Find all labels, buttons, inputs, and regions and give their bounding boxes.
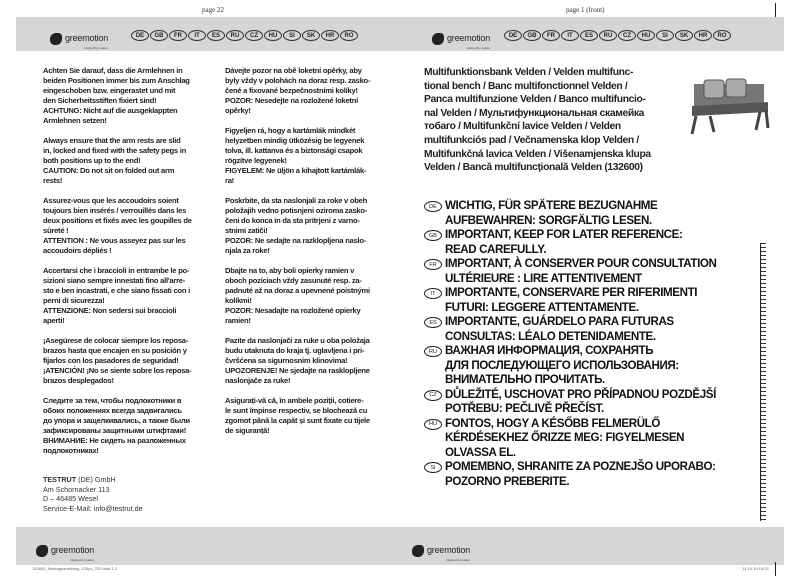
footer-date: 14.10.19 16:02 (742, 566, 769, 571)
language-badge: GB (424, 230, 442, 241)
important-notice-text: FONTOS, HOGY A KÉSŐBB FELMERÜLŐ KÉRDÉSEKHEZ ŐRIZZE MEG: FIGYELMESEN OLVASSA EL. (445, 416, 685, 459)
important-notice-text: DŮLEŽITÉ, USCHOVAT PRO PŘÍPADNOU POZDĚJŠÍ POTŘEBU: PEČLIVĚ PŘEČÍST. (445, 387, 716, 415)
language-badge: CZ (245, 30, 263, 41)
language-badge: SI (424, 462, 442, 473)
language-badge: FR (542, 30, 560, 41)
leaf-logo-icon (412, 545, 424, 557)
bench-image (690, 76, 770, 136)
instruction-paragraph: Achten Sie darauf, dass die Armlehnen in beiden Positionen immer bis zum Anschlag eingeschoben bzw. eingerastet und mit den Sicherheitsstiften fixiert sind! ACHTUNG: Nicht auf die ausgeklappten Armlehnen setzen! (43, 66, 190, 125)
important-notice (424, 315, 759, 344)
instruction-paragraph: Dávejte pozor na obě loketní opěrky, aby byly vždy v polohách na doraz resp. zasko- čené a fixované bezpečnostními kolíky! POZOR: Nesedejte na rozložené loketní opěrky! (225, 66, 371, 115)
crop-mark (775, 562, 776, 576)
language-badge: SK (302, 30, 320, 41)
language-badge: DE (131, 30, 149, 41)
language-badge: GB (523, 30, 541, 41)
important-notice (424, 286, 759, 315)
important-notice (424, 199, 759, 228)
crop-mark (775, 3, 776, 17)
instruction-paragraph: Poskrbite, da sta naslonjali za roke v obeh položajih vedno potisnjeni oziroma zasko- čeni do konca in da sta pritrjeni z varno- stnimi zatiči! POZOR: Ne sedajte na razklopljena naslo- njala za roke! (225, 196, 368, 255)
language-badge: GB (150, 30, 168, 41)
language-badge: RO (713, 30, 731, 41)
important-notice (424, 344, 759, 388)
important-notice-text: IMPORTANTE, CONSERVARE PER RIFERIMENTI FUTURI: LEGGERE ATTENTAMENTE. (445, 286, 698, 314)
language-badge: IT (188, 30, 206, 41)
instruction-paragraph: Always ensure that the arm rests are slid in, locked and fixed with the safety pegs in both positions up to the end! CAUTION: Do not sit on folded out arm rests! (43, 136, 187, 185)
language-badge: SI (283, 30, 301, 41)
language-badge: ES (424, 317, 442, 328)
language-badge: HU (424, 419, 442, 430)
important-notice-text: WICHTIG, FÜR SPÄTERE BEZUGNAHME AUFBEWAHREN: SORGFÄLTIG LESEN. (445, 199, 658, 227)
language-badges-right (504, 30, 731, 41)
brand-logo-footer-left (36, 540, 94, 562)
page-label-right: page 1 (front) (566, 6, 605, 14)
language-badge: RO (340, 30, 358, 41)
instructions-column-2 (225, 66, 370, 446)
color-ruler (760, 243, 774, 521)
language-badge: IT (424, 288, 442, 299)
manufacturer-address (43, 475, 143, 513)
footer-band (16, 527, 784, 565)
footer-filename: 132600_Montageanleitung_120px_22S.indd 1-2 (32, 566, 118, 571)
important-notice-text: ВАЖНАЯ ИНФОРМАЦИЯ, СОХРАНЯТЬ ДЛЯ ПОСЛЕДУЮЩЕГО ИСПОЛЬЗОВАНИЯ: ВНИМАТЕЛЬНО ПРОЧИТАТЬ. (445, 344, 679, 386)
brand-logo-footer-right (412, 540, 470, 562)
language-badge: SK (675, 30, 693, 41)
language-badge: IT (561, 30, 579, 41)
instruction-paragraph: Accertarsi che i braccioli in entrambe le po- sizioni siano sempre innestati fino all'arre- sto e ben incastrati, e che siano fissati con i perni di sicurezza! ATTENZIONE: Non sedersi sui braccioli aperti! (43, 266, 190, 325)
language-badge: HU (264, 30, 282, 41)
address-city: D – 46485 Wesel (43, 494, 99, 503)
brand-sub: inspired by nature (84, 46, 109, 50)
language-badge: HU (637, 30, 655, 41)
page-label-left: page 22 (202, 6, 224, 14)
important-notice-text: IMPORTANT, À CONSERVER POUR CONSULTATION ULTÉRIEURE : LIRE ATTENTIVEMENT (445, 257, 717, 285)
brand-name: greemotion (51, 545, 95, 555)
brand-name: greemotion (447, 33, 491, 43)
important-notice (424, 228, 759, 257)
address-street: Am Schornacker 113 (43, 484, 110, 494)
leaf-logo-icon (50, 33, 62, 45)
important-notice-text: IMPORTANTE, GUÁRDELO PARA FUTURAS CONSULTAS: LÉALO DETENIDAMENTE. (445, 315, 674, 343)
brand-sub: inspired by nature (446, 558, 471, 562)
important-notice (424, 257, 759, 286)
language-badge: HR (694, 30, 712, 41)
instruction-paragraph: Asigurați-vă că, în ambele poziții, cotiere- le sunt împinse respectiv, se blochează cu zgomot până la capăt și sunt fixate cu tijele de siguranță! (225, 396, 370, 435)
brand-logo-right (432, 28, 490, 50)
important-notice-text: POMEMBNO, SHRANITE ZA POZNEJŠO UPORABO: POZORNO PREBERITE. (445, 460, 716, 488)
language-badge: SI (656, 30, 674, 41)
company-suffix: (DE) GmbH (76, 475, 116, 484)
brand-logo-left (50, 28, 108, 50)
brand-name: greemotion (427, 545, 471, 555)
company-name: TESTRUT (43, 475, 77, 484)
important-notice-text: IMPORTANT, KEEP FOR LATER REFERENCE: READ CAREFULLY. (445, 228, 683, 256)
language-badge: ES (207, 30, 225, 41)
leaf-logo-icon (36, 545, 48, 557)
language-badge: RU (424, 346, 442, 357)
language-badge: RU (226, 30, 244, 41)
language-badges-left (131, 30, 358, 41)
leaf-logo-icon (432, 33, 444, 45)
brand-sub: inspired by nature (70, 558, 95, 562)
important-notice-list (424, 199, 759, 489)
brand-name: greemotion (65, 33, 109, 43)
language-badge: DE (424, 201, 442, 212)
important-notice (424, 460, 759, 489)
language-badge: FR (169, 30, 187, 41)
instruction-paragraph: Pazite da naslonjači za ruke u oba položaja budu utaknuta do kraja tj. uglavljena i pri- čvršćena sa sigurnosnim klinovima! UPOZORENJE! Ne sjedajte na rasklopljene naslonjače za ruke! (225, 336, 370, 385)
service-email: Service-E-Mail: info@testrut.de (43, 503, 143, 513)
instruction-paragraph: Figyeljen rá, hogy a kartámlák mindkét helyzetben mindig ütközésig be legyenek tolva, ill. kattanva és a biztonsági csapok rögzítve legyenek! FIGYELEM: Ne üljön a kihajtott kartámlák- ra! (225, 126, 367, 185)
brand-sub: inspired by nature (466, 46, 491, 50)
language-badge: FR (424, 259, 442, 270)
language-badge: CZ (424, 390, 442, 401)
instruction-paragraph: ¡Asegúrese de colocar siempre los reposa- brazos hasta que encajen en su posición y fijarlos con los pasadores de seguridad! ¡ATENCIÓN! ¡No se siente sobre los reposa- brazos desplegados! (43, 336, 192, 385)
instruction-paragraph: Dbajte na to, aby boli opierky ramien v oboch pozíciach vždy zasunuté resp. za- padnuté až na doraz a upevnené poistnými kolíkmi! POZOR: Nesadajte na rozložené opierky ramien! (225, 266, 370, 325)
language-badge: ES (580, 30, 598, 41)
important-notice (424, 417, 759, 461)
language-badge: DE (504, 30, 522, 41)
instruction-paragraph: Следите за тем, чтобы подлокотники в обоих положениях всегда задвигались до упора и защелкивались, а также были зафиксированы защитными штифтами! ВНИМАНИЕ: Не сидеть на разложенных подлокотниках! (43, 396, 190, 455)
product-title: Multifunktionsbank Velden / Velden multifunc- tional bench / Banc multifonctionnel Velden / Panca multifunzione Velden / Banco multifuncio- nal Velden / Мультифункциональная скамейка тобаго / Multifunkční lavice Velden / Velden multifunkciós pad / Večnamenska klop Velden / Multifunkčná lavica Velden / Višenamjenska klupa Velden / Bancă multifuncţională Velden (132600) (424, 67, 651, 174)
language-badge: HR (321, 30, 339, 41)
language-badge: CZ (618, 30, 636, 41)
instruction-paragraph: Assurez-vous que les accoudoirs soient toujours bien insérés / verrouillés dans les deux positions et fixés avec les goupilles de sûreté ! ATTENTION : Ne vous asseyez pas sur les accoudoirs dépliés ! (43, 196, 192, 255)
important-notice (424, 388, 759, 417)
language-badge: RU (599, 30, 617, 41)
instructions-column-1 (43, 66, 192, 466)
